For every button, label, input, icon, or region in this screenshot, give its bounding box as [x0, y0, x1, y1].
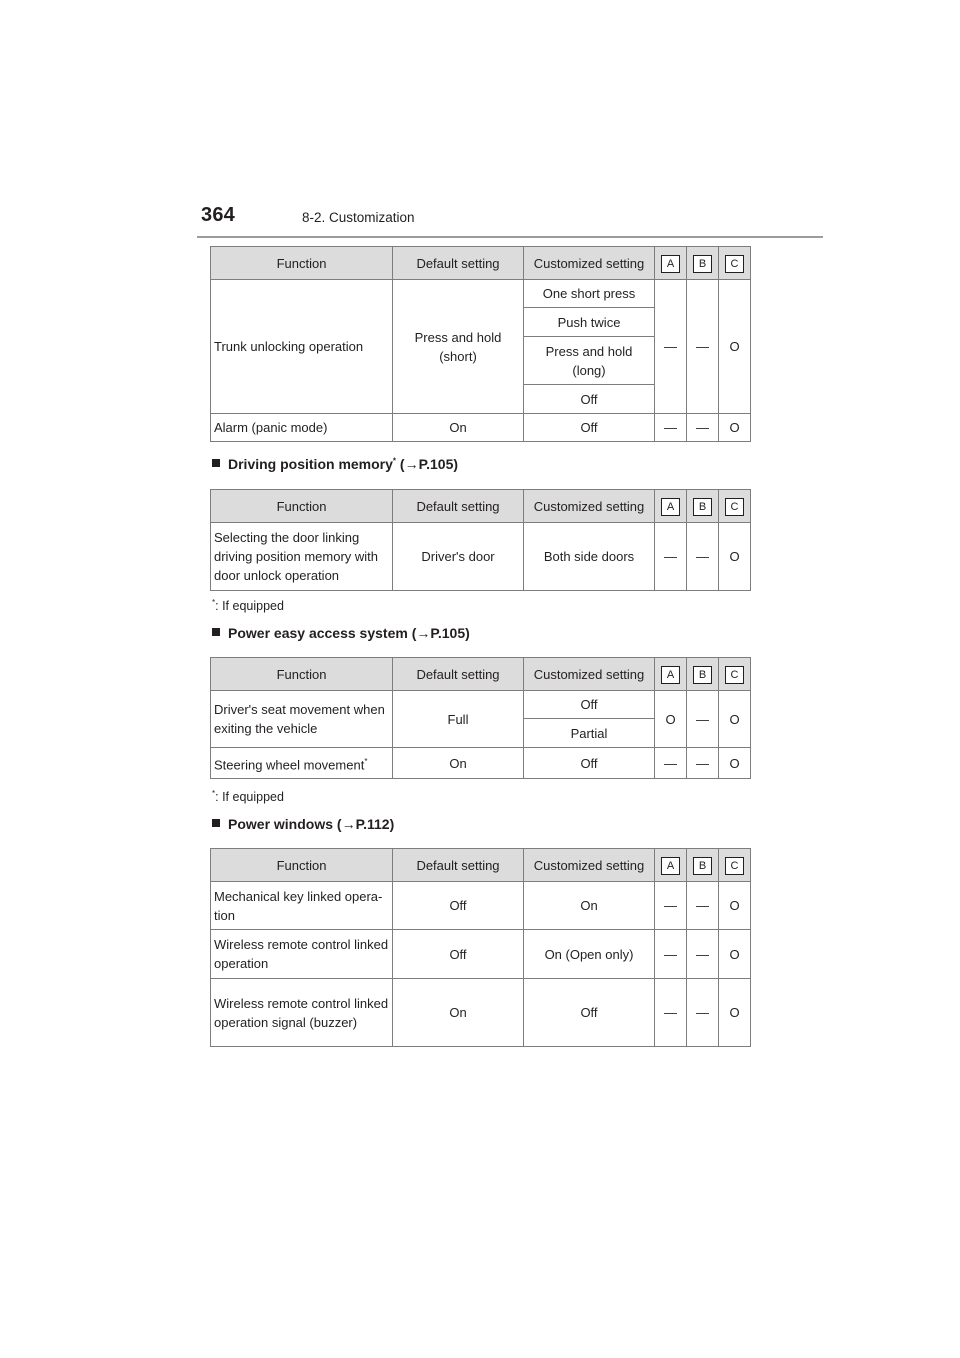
default-text: Press and hold (short) — [414, 329, 502, 364]
col-function: Function — [211, 849, 393, 882]
c-cell: O — [719, 882, 751, 930]
table-header-row — [211, 658, 751, 691]
c-cell: O — [719, 414, 751, 442]
col-default: Default setting — [393, 658, 524, 691]
section-ref: (→P.105) — [396, 456, 459, 472]
table-header-row — [211, 849, 751, 882]
a-cell: — — [655, 414, 687, 442]
a-cell: — — [655, 748, 687, 779]
a-cell: O — [655, 691, 687, 748]
table-power-easy-access — [210, 657, 751, 779]
col-a-label: A — [661, 666, 680, 684]
col-b — [687, 490, 719, 523]
custom-cell: On (Open only) — [524, 930, 655, 979]
col-custom: Customized setting — [524, 490, 655, 523]
function-cell — [211, 748, 393, 779]
b-cell: — — [687, 979, 719, 1047]
a-cell: — — [655, 882, 687, 930]
a-cell: — — [655, 523, 687, 591]
option-text: Press and hold (long) — [545, 343, 633, 378]
col-a-label: A — [661, 857, 680, 875]
option-cell: Partial — [524, 719, 655, 748]
table-row — [211, 414, 751, 442]
a-cell: — — [655, 979, 687, 1047]
table-row — [211, 979, 751, 1047]
table-trunk-alarm — [210, 246, 751, 442]
b-cell: — — [687, 882, 719, 930]
footnote-text: : If equipped — [215, 599, 284, 614]
option-cell: Push twice — [524, 308, 655, 337]
b-cell: — — [687, 414, 719, 442]
function-cell: Trunk unlocking operation — [211, 280, 393, 414]
c-cell: O — [719, 523, 751, 591]
default-cell: On — [393, 748, 524, 779]
b-cell: — — [687, 280, 719, 414]
table-row — [211, 280, 751, 308]
a-cell: — — [655, 930, 687, 979]
section-name: 8-2. Customization — [302, 210, 415, 225]
col-c-label: C — [725, 498, 744, 516]
table-row — [211, 748, 751, 779]
c-cell: O — [719, 280, 751, 414]
section-title: Power easy access system (→P.105) — [228, 625, 470, 641]
section-power-windows — [212, 816, 394, 832]
function-cell: Wireless remote control linked operation signal (buzzer) — [211, 979, 393, 1047]
col-default: Default setting — [393, 490, 524, 523]
option-cell: Off — [524, 691, 655, 719]
footnote-mark: * — [212, 789, 216, 798]
table-driving-position-memory — [210, 489, 751, 591]
square-bullet-icon — [212, 628, 220, 636]
col-c-label: C — [725, 666, 744, 684]
footnote-text: : If equipped — [215, 790, 284, 805]
table-row — [211, 930, 751, 979]
function-cell: Driver's seat movement when exiting the vehicle — [211, 691, 393, 748]
custom-cell: Off — [524, 979, 655, 1047]
table-row — [211, 882, 751, 930]
col-custom: Customized setting — [524, 849, 655, 882]
asterisk: * — [392, 456, 397, 466]
square-bullet-icon — [212, 459, 220, 467]
function-cell: Selecting the door linking driving position memory with door unlock operation — [211, 523, 393, 591]
custom-cell: Both side doors — [524, 523, 655, 591]
section-driving-position-memory — [212, 456, 458, 472]
col-a — [655, 490, 687, 523]
option-cell: Off — [524, 385, 655, 414]
square-bullet-icon — [212, 819, 220, 827]
footnote — [212, 598, 284, 613]
a-cell: — — [655, 280, 687, 414]
col-b — [687, 247, 719, 280]
col-c — [719, 849, 751, 882]
page-header — [197, 204, 823, 238]
section-title: Driving position memory — [228, 456, 393, 472]
footnote — [212, 789, 284, 804]
default-cell: Off — [393, 930, 524, 979]
c-cell: O — [719, 748, 751, 779]
col-default: Default setting — [393, 849, 524, 882]
default-cell: On — [393, 979, 524, 1047]
col-c — [719, 247, 751, 280]
custom-cell: On — [524, 882, 655, 930]
col-custom: Customized setting — [524, 658, 655, 691]
table-power-windows — [210, 848, 751, 1047]
default-cell — [393, 280, 524, 414]
col-c-label: C — [725, 255, 744, 273]
col-b — [687, 849, 719, 882]
function-cell: Wireless remote control linked operation — [211, 930, 393, 979]
b-cell: — — [687, 930, 719, 979]
option-cell — [524, 337, 655, 385]
page-number: 364 — [201, 204, 235, 226]
col-custom: Customized setting — [524, 247, 655, 280]
col-b — [687, 658, 719, 691]
default-cell: On — [393, 414, 524, 442]
col-c — [719, 658, 751, 691]
table-header-row — [211, 247, 751, 280]
section-title: Power windows (→P.112) — [228, 816, 395, 832]
section-power-easy-access — [212, 625, 470, 641]
function-cell: Alarm (panic mode) — [211, 414, 393, 442]
col-a-label: A — [661, 255, 680, 273]
footnote-mark: * — [212, 598, 216, 607]
col-function: Function — [211, 490, 393, 523]
custom-cell: Off — [524, 748, 655, 779]
table-row — [211, 691, 751, 719]
table-header-row — [211, 490, 751, 523]
default-cell: Full — [393, 691, 524, 748]
col-c-label: C — [725, 857, 744, 875]
col-b-label: B — [693, 857, 712, 875]
option-cell: One short press — [524, 280, 655, 308]
col-default: Default setting — [393, 247, 524, 280]
col-function: Function — [211, 658, 393, 691]
b-cell: — — [687, 748, 719, 779]
function-cell: Mechanical key linked opera-tion — [211, 882, 393, 930]
default-cell: Off — [393, 882, 524, 930]
c-cell: O — [719, 930, 751, 979]
col-a — [655, 849, 687, 882]
c-cell: O — [719, 691, 751, 748]
col-b-label: B — [693, 255, 712, 273]
col-b-label: B — [693, 666, 712, 684]
col-a — [655, 247, 687, 280]
col-function: Function — [211, 247, 393, 280]
col-c — [719, 490, 751, 523]
custom-cell: Off — [524, 414, 655, 442]
asterisk: * — [364, 756, 368, 766]
col-a-label: A — [661, 498, 680, 516]
c-cell: O — [719, 979, 751, 1047]
default-cell: Driver's door — [393, 523, 524, 591]
col-b-label: B — [693, 498, 712, 516]
b-cell: — — [687, 691, 719, 748]
table-row — [211, 523, 751, 591]
b-cell: — — [687, 523, 719, 591]
function-text: Steering wheel movement — [214, 757, 365, 773]
col-a — [655, 658, 687, 691]
